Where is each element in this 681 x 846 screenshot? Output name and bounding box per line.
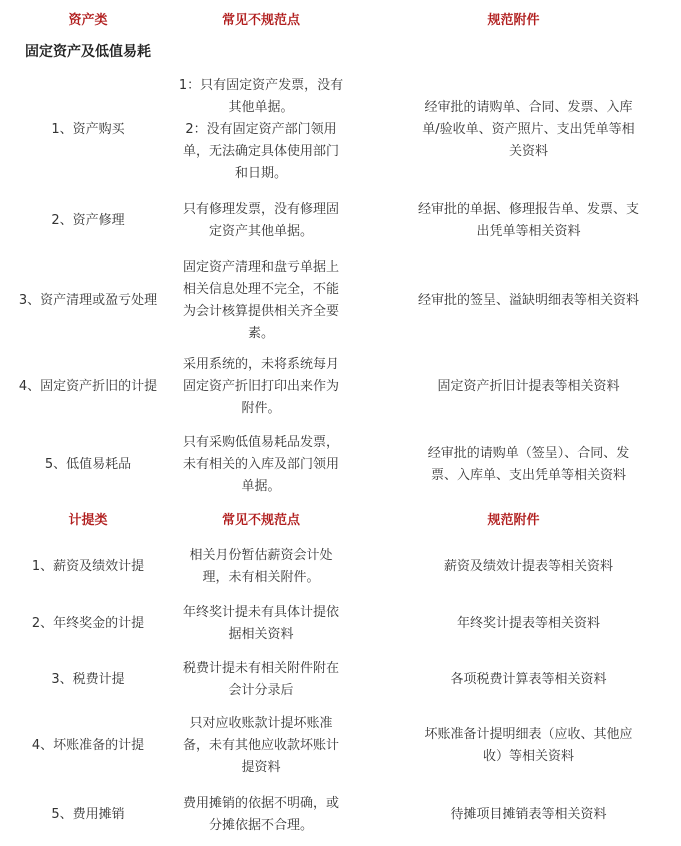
table-row [0,188,681,254]
table-row [0,784,681,846]
item-attachment: 经审批的请购单、合同、发票、入库单/验收单、资产照片、支出凭单等相关资料 [422,100,635,159]
table-row [0,254,681,348]
header-common-issues: 常见不规范点 [221,13,300,28]
table-row [0,596,681,652]
item-attachment: 年终奖计提表等相关资料 [456,616,600,631]
table-header-row [0,504,681,538]
item-issue: 相关月份暂估薪资会计处理，未有相关附件。 [189,548,333,585]
header-standard-attachments: 规范附件 [487,513,540,528]
item-attachment: 经审批的请购单（签呈）、合同、发票、入库单、支出凭单等相关资料 [427,446,630,483]
section-title-row [0,38,681,72]
item-attachment: 经审批的签呈、溢缺明细表等相关资料 [417,293,639,308]
item-attachment: 各项税费计算表等相关资料 [450,672,607,687]
item-attachment: 薪资及绩效计提表等相关资料 [443,559,613,574]
issue-line: 1：只有固定资产发票，没有其他单据。 [178,78,344,115]
empty-cell [346,38,681,72]
header-asset-category: 资产类 [68,13,108,28]
header-common-issues: 常见不规范点 [221,513,300,528]
table-row [0,538,681,596]
item-name: 4、坏账准备的计提 [31,738,145,753]
item-attachment: 经审批的单据、修理报告单、发票、支出凭单等相关资料 [417,202,639,239]
table-row [0,426,681,504]
item-issue: 只有修理发票，没有修理固定资产其他单据。 [182,202,339,239]
table-row [0,348,681,426]
item-name: 1、薪资及绩效计提 [31,559,145,574]
item-attachment: 固定资产折旧计提表等相关资料 [437,379,620,394]
header-standard-attachments: 规范附件 [487,13,540,28]
item-issue: 只有采购低值易耗品发票，未有相关的入库及部门领用单据。 [182,435,339,494]
item-name: 2、资产修理 [51,213,125,228]
item-issue [176,72,346,188]
item-name: 3、资产清理或盈亏处理 [18,293,158,308]
item-issue: 费用摊销的依据不明确，或分摊依据不合理。 [182,796,339,833]
item-issue: 固定资产清理和盘亏单据上相关信息处理不完全，不能为会计核算提供相关齐全要素。 [182,260,339,341]
header-accrual-category: 计提类 [68,513,108,528]
item-issue: 税费计提未有相关附件附在会计分录后 [182,661,339,698]
table-row [0,72,681,188]
item-issue: 只对应收账款计提坏账准备，未有其他应收款坏账计提资料 [182,716,339,775]
item-name: 4、固定资产折旧的计提 [18,379,158,394]
table-row [0,708,681,784]
item-name: 2、年终奖金的计提 [31,616,145,631]
item-name: 5、费用摊销 [51,807,125,822]
item-name: 5、低值易耗品 [44,457,132,472]
accounting-attachment-table [0,4,681,846]
item-name: 1、资产购买 [51,122,125,137]
item-issue: 采用系统的，未将系统每月固定资产折旧打印出来作为附件。 [182,357,339,416]
table-row [0,652,681,708]
item-attachment: 待摊项目摊销表等相关资料 [450,807,607,822]
item-name: 3、税费计提 [51,672,125,687]
section-title: 固定资产及低值易耗 [25,44,151,60]
item-issue: 年终奖计提未有具体计提依据相关资料 [182,605,339,642]
empty-cell [176,38,346,72]
issue-line: 2：没有固定资产部门领用单，无法确定具体使用部门和日期。 [182,122,339,181]
item-attachment: 坏账准备计提明细表（应收、其他应收）等相关资料 [424,727,633,764]
table-header-row [0,4,681,38]
